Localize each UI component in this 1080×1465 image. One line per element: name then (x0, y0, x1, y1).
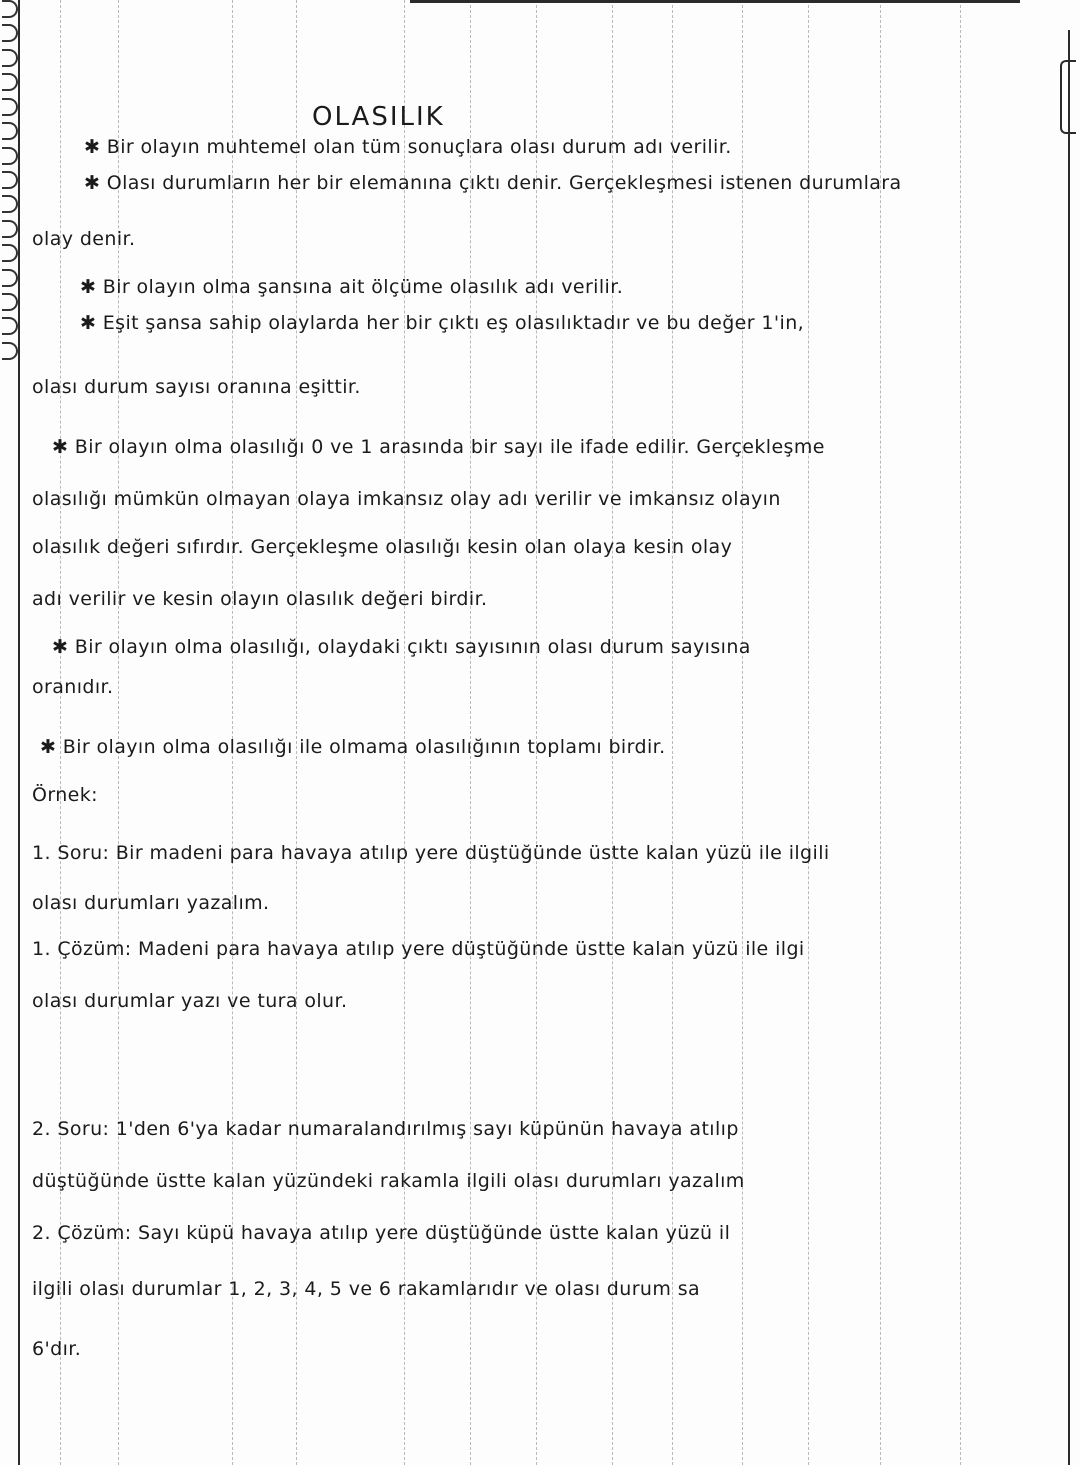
note-line: düştüğünde üstte kalan yüzündeki rakamla ilgili olası durumları yazalım (32, 1170, 745, 1192)
note-line: olası durumları yazalım. (32, 892, 270, 914)
ruling-line (118, 0, 119, 1465)
note-line: 1. Çözüm: Madeni para havaya atılıp yere düştüğünde üstte kalan yüzü ile ilgi (32, 938, 805, 960)
note-line: adı verilir ve kesin olayın olasılık değeri birdir. (32, 588, 488, 610)
note-line: Örnek: (32, 784, 98, 806)
ruling-line (880, 0, 881, 1465)
page-top-edge (410, 0, 1020, 3)
note-line: olasılık değeri sıfırdır. Gerçekleşme olasılığı kesin olan olaya kesin olay (32, 536, 733, 558)
note-line: oranıdır. (32, 676, 114, 698)
note-line: ✱ Olası durumların her bir elemanına çıktı denir. Gerçekleşmesi istenen durumlara (84, 172, 902, 194)
note-line: olay denir. (32, 228, 136, 250)
note-line: olasılığı mümkün olmayan olaya imkansız olay adı verilir ve imkansız olayın (32, 488, 781, 510)
ruling-line (808, 0, 809, 1465)
page-title: OLASILIK (312, 102, 445, 132)
note-line: ✱ Bir olayın olma şansına ait ölçüme olasılık adı verilir. (80, 276, 624, 298)
note-line: ✱ Bir olayın muhtemel olan tüm sonuçlara olası durum adı verilir. (84, 136, 732, 158)
ruling-line (296, 0, 297, 1465)
page-right-edge (1068, 30, 1070, 1465)
ruling-line (742, 0, 743, 1465)
ruling-line (470, 0, 471, 1465)
ruling-line (672, 0, 673, 1465)
ruling-line (232, 0, 233, 1465)
note-line: 2. Çözüm: Sayı küpü havaya atılıp yere düştüğünde üstte kalan yüzü il (32, 1222, 731, 1244)
ruling-line (612, 0, 613, 1465)
ruling-line (60, 0, 61, 1465)
note-line: ✱ Bir olayın olma olasılığı 0 ve 1 arasında bir sayı ile ifade edilir. Gerçekleşme (52, 436, 825, 458)
ruling-line (960, 0, 961, 1465)
note-line: 1. Soru: Bir madeni para havaya atılıp yere düştüğünde üstte kalan yüzü ile ilgili (32, 842, 830, 864)
note-line: ✱ Bir olayın olma olasılığı, olaydaki çıktı sayısının olası durum sayısına (52, 636, 751, 658)
note-line: ✱ Bir olayın olma olasılığı ile olmama olasılığının toplamı birdir. (40, 736, 666, 758)
note-line: ilgili olası durumlar 1, 2, 3, 4, 5 ve 6 rakamlarıdır ve olası durum sa (32, 1278, 701, 1300)
page-corner-tab (1060, 60, 1076, 134)
note-line: 2. Soru: 1'den 6'ya kadar numaralandırılmış sayı küpünün havaya atılıp (32, 1118, 739, 1140)
note-line: olası durum sayısı oranına eşittir. (32, 376, 361, 398)
note-line: ✱ Eşit şansa sahip olaylarda her bir çıktı eş olasılıktadır ve bu değer 1'in, (80, 312, 805, 334)
note-line: 6'dır. (32, 1338, 82, 1360)
ruling-line (536, 0, 537, 1465)
ruling-line (404, 0, 405, 1465)
note-line: olası durumlar yazı ve tura olur. (32, 990, 348, 1012)
page-left-edge (18, 0, 20, 1465)
